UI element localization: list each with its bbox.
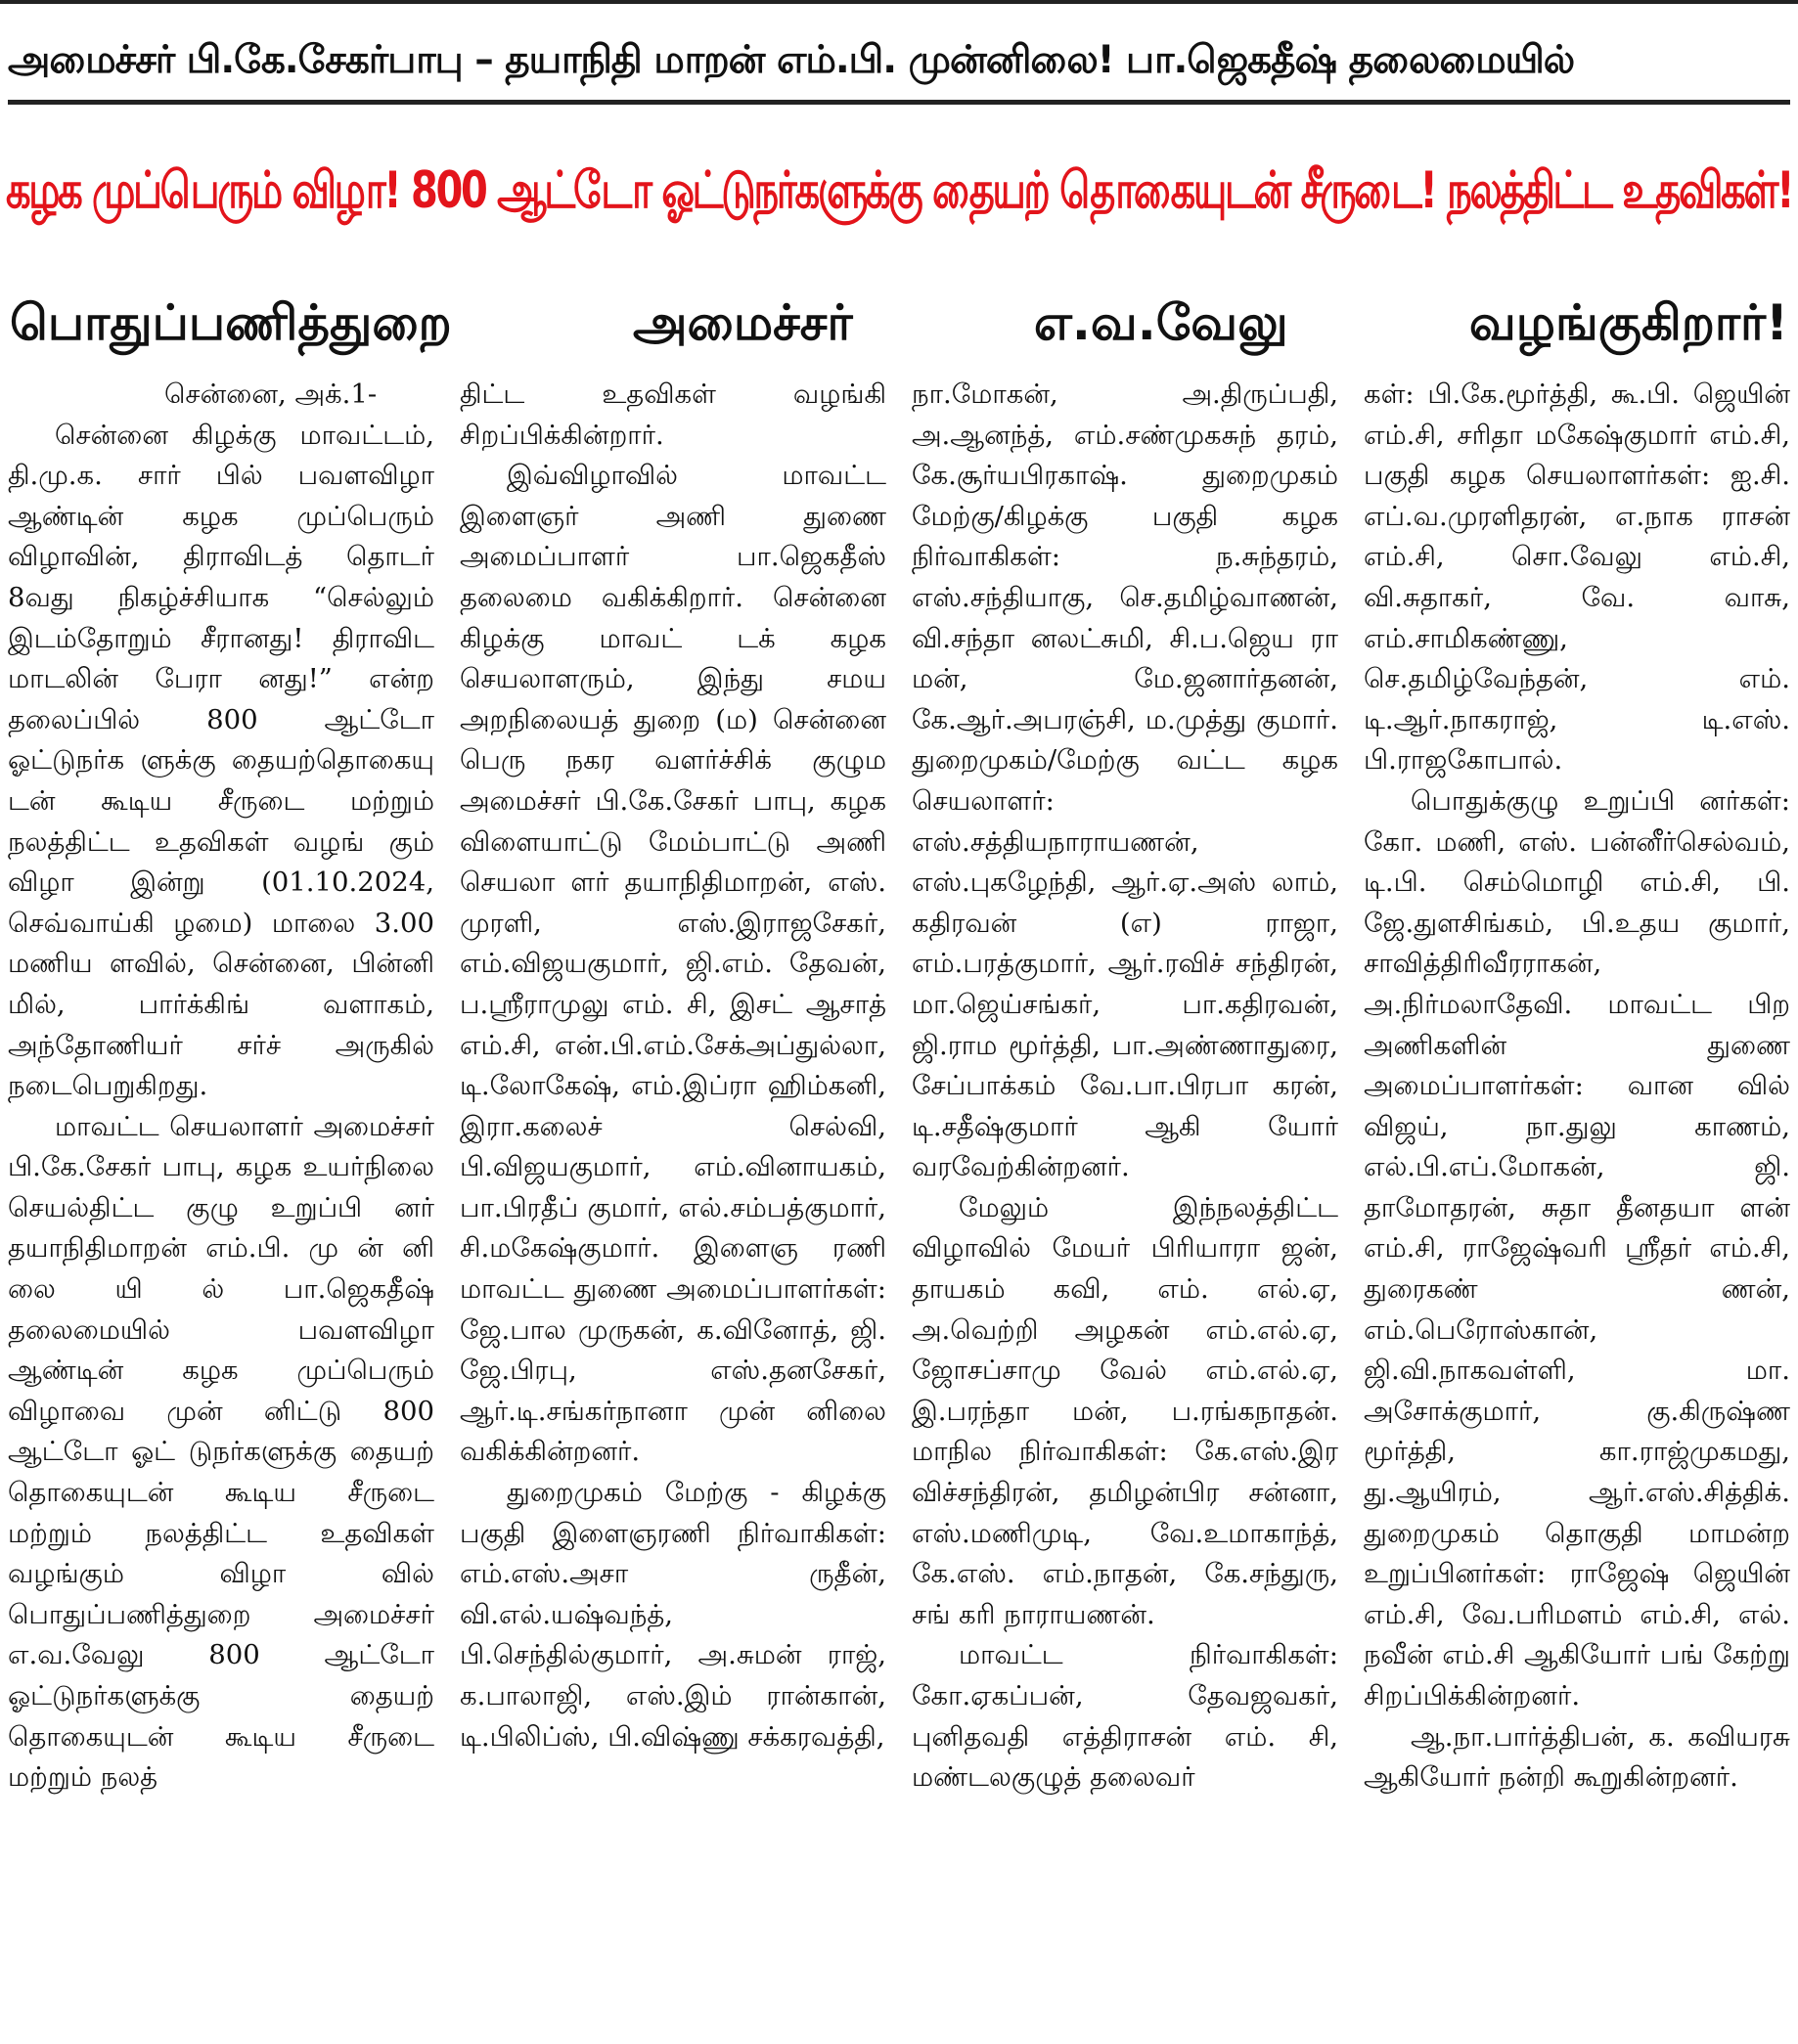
article-column-1	[8, 375, 434, 2037]
main-headline: கழக முப்பெரும் விழா! 800 ஆட்டோ ஓட்டுநர்களுக்கு தையற் தொகையுடன் சீருடை! நலத்திட்ட உதவிகள்!	[6, 161, 1792, 220]
sub-headline-word-4: வழங்குகிறார்!	[1468, 294, 1788, 351]
article-column-2	[460, 375, 886, 2037]
sub-headline-word-3: எ.வ.வேலு	[1033, 294, 1288, 351]
article-paragraph: ஆ.நா.பார்த்திபன், க. கவியரசு ஆகியோர் நன்றி கூறுகின்றனர்.	[1364, 1720, 1790, 1794]
sub-headline-word-1: பொதுப்பணித்துறை	[10, 294, 452, 351]
article-column-4	[1364, 375, 1790, 2037]
sub-headline	[10, 279, 1788, 367]
article-paragraph: மேலும் இந்நலத்திட்ட விழாவில் மேயர் பிரியாரா ஜன், தாயகம் கவி, எம். எல்.ஏ, அ.வெற்றி அழகன் எம்.எல்.ஏ, ஜோசப்சாமு வேல் எம்.எல்.ஏ, இ.பரந்தா மன், ப.ரங்கநாதன். மாநில நிர்வாகிகள்: கே.எஸ்.இர விச்சந்திரன், தமிழன்பிர சன்னா, எஸ்.மணிமுடி, வே.உமாகாந்த், கே.எஸ். எம்.நாதன், கே.சந்துரு, சங் கரி நாராயணன்.	[912, 1191, 1338, 1630]
article-paragraph: திட்ட உதவிகள் வழங்கி சிறப்பிக்கின்றார்.	[460, 378, 886, 451]
article-paragraph: துறைமுகம் மேற்கு - கிழக்கு பகுதி இளைஞரணி நிர்வாகிகள்: எம்.எஸ்.அசா ருதீன், வி.எல்.யஷ்வந்த், பி.செந்தில்குமார், அ.சுமன் ராஜ், க.பாலாஜி, எஸ்.இம் ரான்கான், டி.பிலிப்ஸ், பி.விஷ்ணு சக்கரவத்தி,	[460, 1477, 886, 1753]
article-paragraph: மாவட்ட செயலாளர் அமைச்சர் பி.கே.சேகர் பாபு, கழக உயர்நிலை செயல்திட்ட குழு உறுப்பி னர் தயாநிதிமாறன் எம்.பி. மு ன் னி லை யி ல் பா.ஜெகதீஷ் தலைமையில் பவளவிழா ஆண்டின் கழக முப்பெரும் விழாவை முன் னிட்டு 800 ஆட்டோ ஓட் டுநர்களுக்கு தையற் தொகையுடன் கூடிய சீருடை மற்றும் நலத்திட்ட உதவிகள் வழங்கும் விழா வில் பொதுப்பணித்துறை அமைச்சர் எ.வ.வேலு 800 ஆட்டோ ஓட்டுநர்களுக்கு தையற் தொகையுடன் கூடிய சீருடை மற்றும் நலத்	[8, 1110, 434, 1794]
article-paragraph: இவ்விழாவில் மாவட்ட இளைஞர் அணி துணை அமைப்பாளர் பா.ஜெகதீஸ் தலைமை வகிக்கிறார். சென்னை கிழக்கு மாவட் டக் கழக செயலாளரும், இந்து சமய அறநிலையத் துறை (ம) சென்னை பெரு நகர வளர்ச்சிக் குழும அமைச்சர் பி.கே.சேகர் பாபு, கழக விளையாட்டு மேம்பாட்டு அணி செயலா ளர் தயாநிதிமாறன், எஸ். முரளி, எஸ்.இராஜசேகர், எம்.விஜயகுமார், ஜி.எம். தேவன், ப.ஸ்ரீராமுலு எம். சி, இசட் ஆசாத் எம்.சி, என்.பி.எம்.சேக்அப்துல்லா, டி.லோகேஷ், எம்.இப்ரா ஹிம்கனி, இரா.கலைச் செல்வி, பி.விஜயகுமார், எம்.வினாயகம், பா.பிரதீப் குமார், எல்.சம்பத்குமார், சி.மகேஷ்குமார். இளைஞ ரணி மாவட்ட துணை அமைப்பாளர்கள்: ஜே.பால முருகன், க.வினோத், ஜி. ஜே.பிரபு, எஸ்.தனசேகர், ஆர்.டி.சங்கர்நானா முன் னிலை வகிக்கின்றனர்.	[460, 460, 886, 1468]
article-paragraph: கள்: பி.கே.மூர்த்தி, கூ.பி. ஜெயின் எம்.சி, சரிதா மகேஷ்குமார் எம்.சி, பகுதி கழக செயலாளர்கள்: ஐ.சி. எப்.வ.முரளிதரன், எ.நாக ராசன் எம்.சி, சொ.வேலு எம்.சி, வி.சுதாகர், வே. வாசு, எம்.சாமிகண்ணு, செ.தமிழ்வேந்தன், எம். டி.ஆர்.நாகராஜ், டி.எஸ். பி.ராஜகோபால்.	[1364, 378, 1790, 777]
dateline: சென்னை, அக்.1-	[164, 378, 378, 410]
article-paragraph: சென்னை கிழக்கு மாவட்டம், தி.மு.க. சார் பில் பவளவிழா ஆண்டின் கழக முப்பெரும் விழாவின், திராவிடத் தொடர் 8வது நிகழ்ச்சியாக “செல்லும் இடம்தோறும் சீரானது! திராவிட மாடலின் பேரா னது!” என்ற தலைப்பில் 800 ஆட்டோ ஓட்டுநர்க ளுக்கு தையற்தொகையு டன் கூடிய சீருடை மற்றும் நலத்திட்ட உதவிகள் வழங் கும் விழா இன்று (01.10.2024, செவ்வாய்கி ழமை) மாலை 3.00 மணிய ளவில், சென்னை, பின்னி மில், பார்க்கிங் வளாகம், அந்தோணியர் சர்ச் அருகில் நடைபெறுகிறது.	[8, 419, 434, 1102]
article-paragraph: நா.மோகன், அ.திருப்பதி, அ.ஆனந்த், எம்.சண்முகசுந் தரம், கே.சூர்யபிரகாஷ். துறைமுகம் மேற்கு/கிழக்கு பகுதி கழக நிர்வாகிகள்: ந.சுந்தரம், எஸ்.சந்தியாகு, செ.தமிழ்வாணன், வி.சந்தா னலட்சுமி, சி.ப.ஜெய ரா மன், மே.ஜனார்தனன், கே.ஆர்.அபரஞ்சி, ம.முத்து குமார். துறைமுகம்/மேற்கு வட்ட கழக செயலாளர்: எஸ்.சத்தியநாராயணன், எஸ்.புகழேந்தி, ஆர்.ஏ.அஸ் லாம், கதிரவன் (எ) ராஜா, எம்.பரத்குமார், ஆர்.ரவிச் சந்திரன், மா.ஜெய்சங்கர், பா.கதிரவன், ஜி.ராம மூர்த்தி, பா.அண்ணாதுரை, சேப்பாக்கம் வே.பா.பிரபா கரன், டி.சதீஷ்குமார் ஆகி யோர் வரவேற்கின்றனர்.	[912, 378, 1338, 1183]
sub-headline-word-2: அமைச்சர்	[632, 294, 853, 351]
top-rule	[0, 0, 1798, 4]
kicker-headline: அமைச்சர் பி.கே.சேகர்பாபு – தயாநிதி மாறன் எம்.பி. முன்னிலை! பா.ஜெகதீஷ் தலைமையில்	[8, 22, 1790, 105]
article-paragraph: மாவட்ட நிர்வாகிகள்: கோ.ஏகப்பன், தேவஜவகர், புனிதவதி எத்திராசன் எம். சி, மண்டலகுழுத் தலைவர்	[912, 1639, 1338, 1794]
article-column-3	[912, 375, 1338, 2037]
article-body	[8, 375, 1790, 2037]
article-paragraph: பொதுக்குழு உறுப்பி னர்கள்: கோ. மணி, எஸ். பன்னீர்செல்வம், டி.பி. செம்மொழி எம்.சி, பி. ஜே.துளசிங்கம், பி.உதய குமார், சாவித்திரிவீரராகன், அ.நிர்மலாதேவி. மாவட்ட பிற அணிகளின் துணை அமைப்பாளர்கள்: வான வில் விஜய், நா.துலு காணம், எல்.பி.எப்.மோகன், ஜி. தாமோதரன், சுதா தீனதயா ளன் எம்.சி, ராஜேஷ்வரி ஸ்ரீதர் எம்.சி, துரைகண் ணன், எம்.பெரோஸ்கான், ஜி.வி.நாகவள்ளி, மா. அசோக்குமார், கு.கிருஷ்ண மூர்த்தி, கா.ராஜ்முகமது, து.ஆயிரம், ஆர்.எஸ்.சித்திக். துறைமுகம் தொகுதி மாமன்ற உறுப்பினர்கள்: ராஜேஷ் ஜெயின் எம்.சி, வே.பரிமளம் எம்.சி, எல். நவீன் எம்.சி ஆகியோர் பங் கேற்று சிறப்பிக்கின்றனர்.	[1364, 784, 1790, 1711]
